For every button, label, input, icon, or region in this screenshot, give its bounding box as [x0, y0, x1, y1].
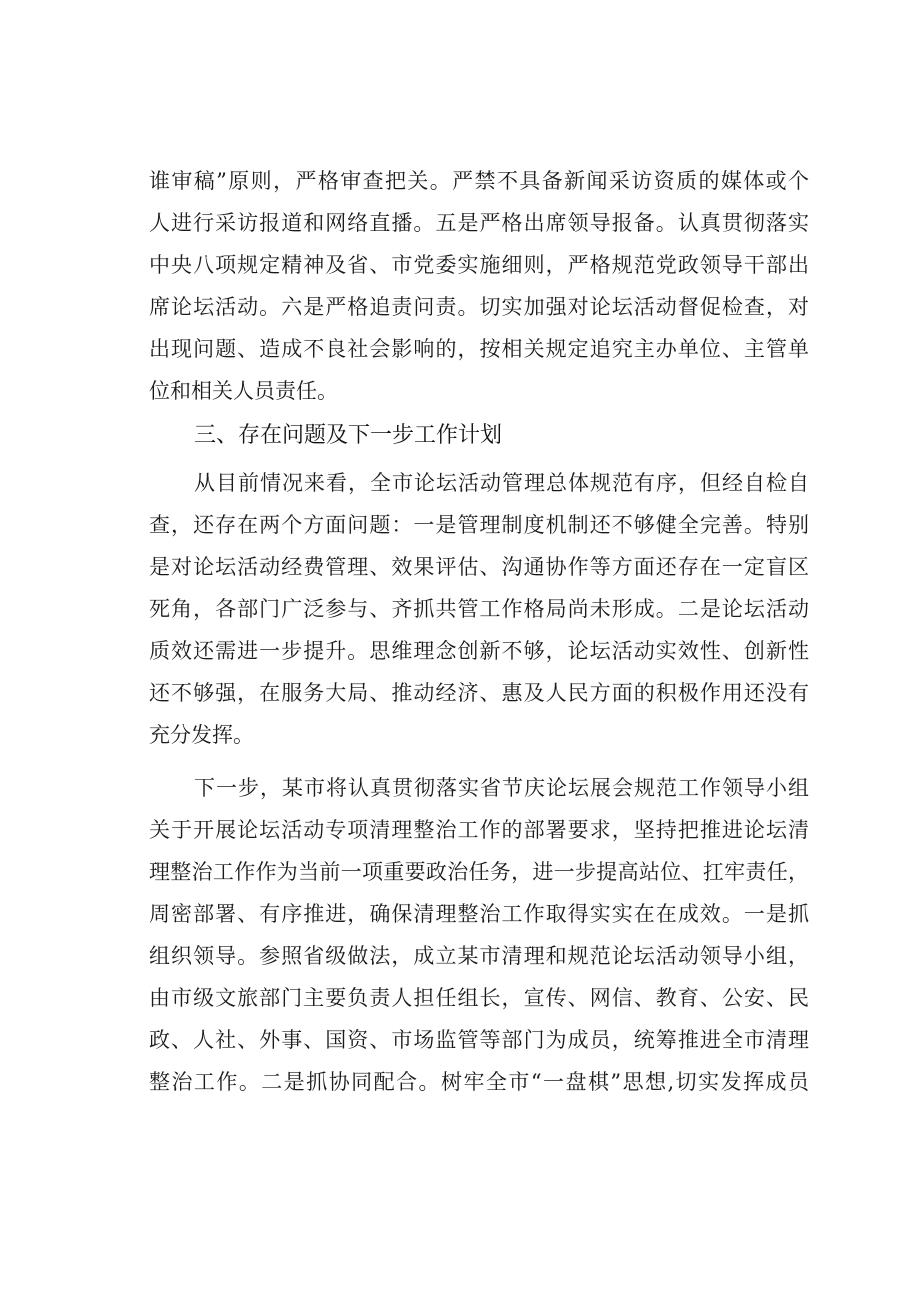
paragraph-2-line-6: 还不够强，在服务大局、推动经济、惠及人民方面的积极作用还没有: [149, 681, 809, 705]
section-heading: 三、存在问题及下一步工作计划: [194, 423, 503, 448]
paragraph-2-line-5: 质效还需进一步提升。思维理念创新不够，论坛活动实效性、创新性: [149, 639, 809, 663]
paragraph-3-line-8: 整治工作。二是抓协同配合。树牢全市“一盘棋”思想,切实发挥成员: [149, 1070, 809, 1094]
paragraph-2-line-3: 是对论坛活动经费管理、效果评估、沟通协作等方面还存在一定盲区: [149, 555, 809, 579]
paragraph-2-line-4: 死角，各部门广泛参与、齐抓共管工作格局尚未形成。二是论坛活动: [149, 597, 809, 621]
paragraph-1-line-3: 中央八项规定精神及省、市党委实施细则，严格规范党政领导干部出: [149, 253, 809, 277]
paragraph-2-line-7: 充分发挥。: [149, 723, 254, 747]
paragraph-1-line-6: 位和相关人员责任。: [149, 379, 338, 403]
paragraph-1-line-2: 人进行采访报道和网络直播。五是严格出席领导报备。认真贯彻落实: [149, 211, 809, 235]
paragraph-2-line-2: 查，还存在两个方面问题：一是管理制度机制还不够健全完善。特别: [149, 513, 809, 537]
paragraph-3-line-3: 理整治工作作为当前一项重要政治任务，进一步提高站位、扛牢责任，: [149, 860, 809, 884]
paragraph-3-line-7: 政、人社、外事、国资、市场监管等部门为成员，统筹推进全市清理: [149, 1028, 809, 1052]
paragraph-1-line-4: 席论坛活动。六是严格追责问责。切实加强对论坛活动督促检查，对: [149, 295, 809, 319]
paragraph-3-line-1: 下一步，某市将认真贯彻落实省节庆论坛展会规范工作领导小组: [194, 776, 809, 800]
paragraph-1-line-5: 出现问题、造成不良社会影响的，按相关规定追究主办单位、主管单: [149, 337, 809, 361]
paragraph-3-line-5: 组织领导。参照省级做法，成立某市清理和规范论坛活动领导小组，: [149, 944, 809, 968]
paragraph-3-line-4: 周密部署、有序推进，确保清理整治工作取得实实在在成效。一是抓: [149, 902, 809, 926]
paragraph-3-line-2: 关于开展论坛活动专项清理整治工作的部署要求，坚持把推进论坛清: [149, 818, 809, 842]
paragraph-3-line-6: 由市级文旅部门主要负责人担任组长，宣传、网信、教育、公安、民: [149, 986, 809, 1010]
paragraph-1-line-1: 谁审稿”原则，严格审查把关。严禁不具备新闻采访资质的媒体或个: [149, 169, 809, 193]
paragraph-2-line-1: 从目前情况来看，全市论坛活动管理总体规范有序，但经自检自: [194, 471, 809, 495]
